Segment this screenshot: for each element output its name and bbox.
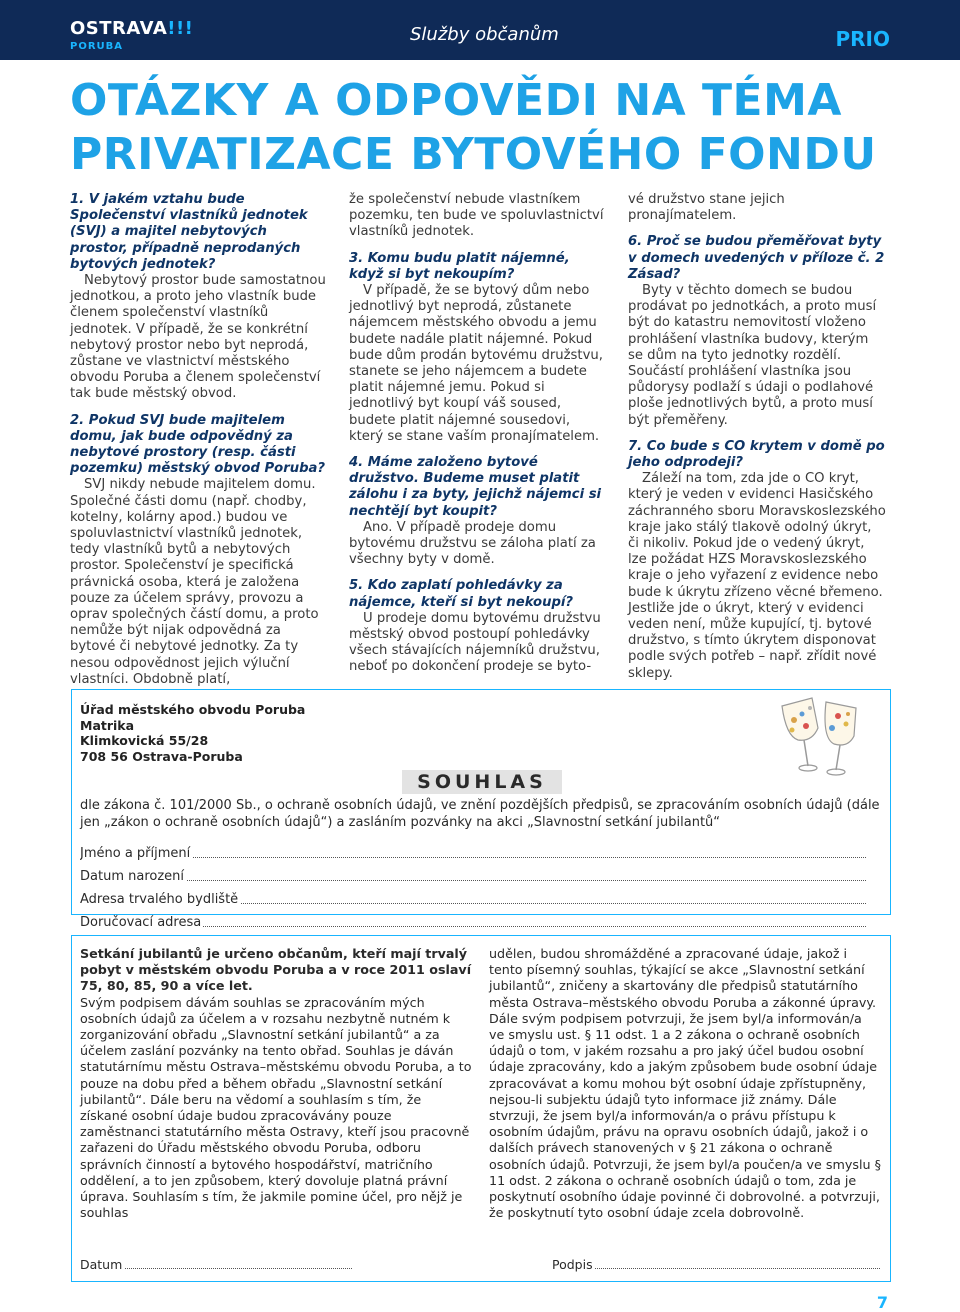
prio-tag: PRIO bbox=[835, 27, 890, 51]
birth-date-label: Datum narození bbox=[80, 869, 184, 884]
answer-2: SVJ nikdy nebude majitelem domu. Společné části domu (např. chodby, kotelny, kolárny apod.) budou ve spoluvlastnictví vlastníků jednotek, tedy vlastníků bytů a nebytových prostor. Společenství je specifická právnická osoba, která je založena pouze za účelem správy, provozu a oprav společných částí domu, a proto nemůže být nijak odpovědná za bytové či nebytové jednotky. Za ty nesou odpovědnost jejich výluční vlastníci. Obdobně platí, bbox=[70, 477, 319, 687]
birth-date-field[interactable] bbox=[80, 869, 866, 884]
answer-1: Nebytový prostor bude samostatnou jednotkou, a proto jeho vlastník bude členem společenství vlastníků jednotek. V případě, že se konkrétní nebytový prostor nebo byt neprodá, zůstane ve vlastnictví městského obvodu Poruba a členem společenství tak bude městský obvod. bbox=[70, 273, 326, 402]
answer-6: Byty v těchto domech se budou prodávat po jednotkách, a proto musí být do katastru nemovitostí vloženo prohlášení vlastníka budovy, kterým se dům na tyto jednotky rozdělí. Součástí prohlášení vlastníka jsou půdorysy podlaží s údaji o podlahové ploše jednotlivých bytů, a proto musí být přeměřeny. bbox=[628, 283, 877, 428]
glass-left bbox=[782, 698, 818, 771]
permanent-address-label: Adresa trvalého bydliště bbox=[80, 892, 239, 907]
answer-5-continued: vé družstvo stane jejich pronajímatelem. bbox=[628, 192, 785, 224]
question-5: 5. Kdo zaplatí pohledávky za nájemce, kteří si byt nekoupí? bbox=[349, 578, 574, 610]
answer-4: Ano. V případě prodeje domu bytovému družstvu se záloha platí za všechny byty v domě. bbox=[349, 519, 596, 568]
answer-5: U prodeje domu bytovému družstvu městský obvod postoupí pohledávky všech stávajících nájemníků družstvu, neboť po dokončení prodeje se byto- bbox=[349, 610, 601, 675]
address-line: 708 56 Ostrava-Poruba bbox=[80, 748, 243, 764]
delivery-address-label: Doručovací adresa bbox=[80, 915, 202, 930]
name-field[interactable] bbox=[80, 846, 866, 861]
question-1: 1. V jakém vztahu bude Společenství vlastníků jednotek (SVJ) a majitel nebytových prostor, případně neprodaných bytových jednotek? bbox=[70, 192, 308, 272]
answer-7: Záleží na tom, zda jde o CO kryt, který je veden v evidenci Hasičského záchranného sboru Moravskoslezského kraje jako stálý tlakově odolný úkryt, či nikoliv. Pokud jde o vedený úkryt, lze požádat HZS Moravskoslezského kraje o jeho vyřazení z evidence nebo bude k úkrytu zřízeno věcné břemeno. Jestliže jde o úkryt, který v evidenci veden není, může kupující, tj. bytové družstvo, s tímto úkrytem disponovat podle svých potřeb – např. zřídit nové sklepy. bbox=[628, 471, 886, 681]
address-line: Klimkovická 55/28 bbox=[80, 733, 209, 748]
delivery-address-field[interactable] bbox=[80, 915, 866, 930]
question-7: 7. Co bude s CO krytem v domě po jeho odprodeji? bbox=[628, 438, 885, 471]
page-title: OTÁZKY A ODPOVĚDI NA TÉMA PRIVATIZACE BYTOVÉHO FONDU bbox=[70, 75, 877, 180]
section-title: Služby občanům bbox=[410, 24, 559, 45]
consent-statement: dle zákona č. 101/2000 Sb., o ochraně osobních údajů, ve znění pozdějších předpisů, se zpracováním osobních údajů (dále jen „zákon o ochraně osobních údajů“) a zasláním pozvánky na akci „Slavnostní setkání jubilantů“ bbox=[80, 798, 880, 830]
answer-2-continued: že společenství nebude vlastníkem pozemku, ten bude ve spoluvlastnictví vlastníků jednotek. bbox=[349, 192, 604, 240]
glass-right bbox=[825, 702, 856, 775]
consent-text-right: udělen, budou shromážděné a zpracované údaje, jakož i tento písemný souhlas, týkající se akce „Slavnostní setkání jubilantů“, zničeny a skartovány dle předpisů statutárního města Ostrava–městského obvodu Poruba a zákonné úpravy. Dále svým podpisem potvrzuji, že jsem byl/a informován/a ve smyslu ust. § 11 odst. 1 a 2 zákona o ochraně osobních údajů o tom, v jakém rozsahu a pro jaký účel budou osobní údaje zpracovány, kdo a jakým způsobem bude osobní údaje zpracovávat a komu mohou být osobní údaje zpřístupněny, nejsou-li subjektu údajů tyto informace již známy. Dále stvrzuji, že jsem byl/a informován/a o právu přístupu k osobním údajům, právu na opravu osobních údajů, jakož i o dalších právech stanovených v § 21 zákona o ochraně osobních údajů. Potvrzuji, že jsem byl/a poučen/a ve smyslu § 11 odst. 2 zákona o ochraně osobních údajů o tom, zda je poskytnutí osobního údaje povinné či dobrovolné. a potvrzuji, že poskytnutí tyto osobní údaje zcela dobrovolně. bbox=[489, 946, 881, 1221]
logo-subtitle: PORUBA bbox=[70, 41, 124, 52]
header-bar bbox=[0, 0, 960, 72]
article-column-2 bbox=[349, 192, 607, 676]
name-field-label: Jméno a příjmení bbox=[80, 846, 191, 861]
question-6: 6. Proč se budou přeměřovat byty v domech uvedených v příloze č. 2 Zásad? bbox=[628, 234, 885, 282]
permanent-address-field[interactable] bbox=[80, 892, 866, 907]
terms-right-column bbox=[489, 946, 881, 1221]
address-line: Úřad městského obvodu Poruba bbox=[80, 702, 306, 717]
office-address bbox=[80, 702, 305, 764]
question-3: 3. Komu budu platit nájemné, když si byt nekoupím? bbox=[349, 250, 570, 282]
signature-field[interactable] bbox=[552, 1257, 880, 1272]
address-line: Matrika bbox=[80, 717, 135, 733]
date-signature-field[interactable] bbox=[80, 1257, 352, 1272]
logo: OSTRAVA!!! bbox=[70, 18, 194, 39]
question-2: 2. Pokud SVJ bude majitelem domu, jak bude odpovědný za nebytové prostory (resp. části pozemku) městský obvod Poruba? bbox=[70, 412, 326, 477]
signature-label: Podpis bbox=[552, 1257, 593, 1272]
form-title: SOUHLAS bbox=[417, 771, 547, 793]
article-column-3 bbox=[628, 192, 886, 682]
page-number: 7 bbox=[876, 1293, 888, 1312]
answer-3: V případě, že se bytový dům nebo jednotlivý byt neprodá, zůstanete nájemcem městského obvodu a jemu budete nadále platit nájemné. Pokud bude dům prodán bytovému družstvu, stanete se jeho nájemcem a budete platit nájemné jemu. Pokud si jednotlivý byt koupí váš soused, budete platit nájemné sousedovi, který se stane vaším pronajímatelem. bbox=[349, 283, 603, 444]
consent-text-left: Svým podpisem dávám souhlas se zpracováním mých osobních údajů za účelem a v rozsahu nezbytně nutném k zorganizování obřadu „Slavnostní setkání jubilantů“ a za účelem zaslání pozvánky na tento obřad. Souhlas je dáván statutárnímu městu Ostrava–městskému obvodu Poruba, a to pouze na dobu před a během obřadu „Slavnostní setkání jubilantů“. Dále beru na vědomí a souhlasím s tím, že získané osobní údaje budou zpracovávány pouze zaměstnanci statutárního města Ostravy, kteří jsou pracovně zařazeni do Úřadu městského obvodu Poruba, odboru správních činností a bytového hospodářství, matričního oddělení, a to jen způsobem, který dovoluje platná právní úprava. Souhlasím s tím, že jakmile pomine účel, pro nějž je souhlas bbox=[80, 994, 472, 1221]
question-4: 4. Máme založeno bytové družstvo. Budeme muset platit zálohu i za byty, jejichž nájemci si nechtějí byt koupit? bbox=[349, 455, 602, 519]
terms-left-column bbox=[80, 946, 472, 1221]
date-label: Datum bbox=[80, 1257, 123, 1272]
champagne-glasses-icon bbox=[772, 694, 868, 780]
eligibility-note: Setkání jubilantů je určeno občanům, kteří mají trvalý pobyt v městském obvodu Poruba a v roce 2011 oslaví 75, 80, 85, 90 a více let. bbox=[80, 946, 472, 994]
article-column-1 bbox=[70, 192, 328, 688]
